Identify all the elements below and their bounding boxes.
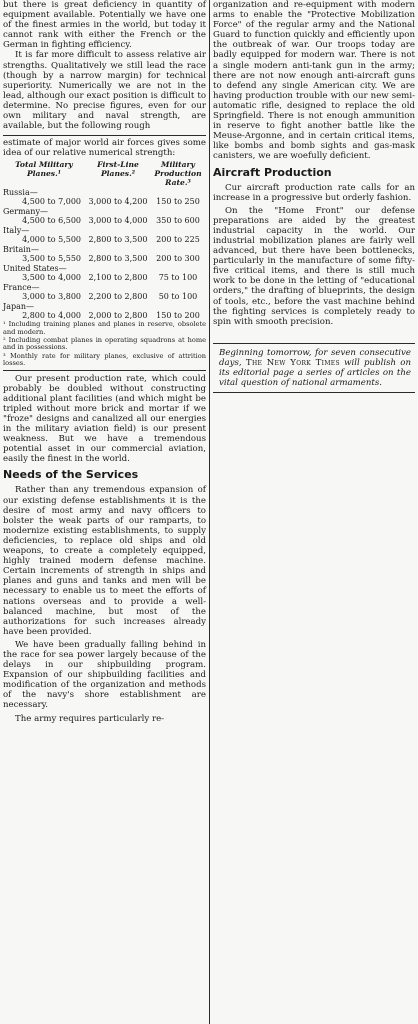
table-cell-rate: 350 to 600 xyxy=(156,216,200,226)
table-footnote-3: ³ Monthly rate for military planes, exclusive of attrition losses. xyxy=(3,351,206,368)
table-country: Britain— xyxy=(3,245,39,255)
table-header-rate: Military Production Rate.³ xyxy=(154,160,202,187)
left-paragraph-4: Rather than any tremendous expansion of our existing defense establishments it is the desire of most army and navy officers to bolster the weak parts of our ramparts, to modernize existing establishments, to supply deficiencies, to replace old ships and old weapons, to create a completely equipped, highly trained modern defense machine. Certain increments of strength in ships and planes and guns and tanks and men will be necessary to enable us to meet the efforts of nations overseas and to provide a well-balanced machine, but most of the authorizations for such increases already have been provided. xyxy=(3,485,206,637)
left-paragraph-5: We have been gradually falling behind in the race for sea power largely because of the delays in our shipbuilding program. Expansion of our shipbuilding facilities and modification of the organization and methods of the navy's shore establishment are necessary. xyxy=(3,639,206,711)
table-cell-first-line: 2,000 to 2,800 xyxy=(88,311,148,321)
table-cell-first-line: 2,100 to 2,800 xyxy=(88,273,148,283)
heading-needs-of-services: Needs of the Services xyxy=(3,468,139,482)
notice-text-after: will publish on its editorial page a series of articles on the vital question of national armaments. xyxy=(219,357,411,389)
right-paragraph-1: organization and re-equipment with modern arms to enable the "Protective Mobilization Force" of the regular army and the National Guard to function quickly and efficiently upon the outbreak of war. Our troops today are badly equipped for modern war. There is not a single modern anti-tank gun in the army; there are not now enough anti-aircraft guns to defend any single American city. We are having production trouble with our new semi-automatic rifle, designed to replace the old Springfield. There is not enough ammunition in reserve to fight another battle like the Meuse-Argonne, and in certain critical items, like bombs and bomb sights and gas-mask canisters, we are woefully deficient. xyxy=(213,0,415,162)
table-country: Russia— xyxy=(3,188,38,198)
table-cell-rate: 50 to 100 xyxy=(158,292,198,302)
series-notice xyxy=(213,343,415,393)
table-header-row xyxy=(3,161,206,187)
table-country: Japan— xyxy=(3,302,35,312)
table-country: United States— xyxy=(3,264,67,274)
left-paragraph-3: Our present production rate, which could probably be doubled without constructing additional plant facilities (and which might be tripled without more brick and mortar if we "froze" designs and canalized all our energies in the military aviation field) is our present weakness. But we have a tremendous potential asset in our commercial aviation, easily the finest in the world. xyxy=(3,373,206,465)
table-country: France— xyxy=(3,283,40,293)
table-cell-total: 4,500 to 6,500 xyxy=(22,216,81,226)
table-row xyxy=(3,226,206,244)
left-paragraph-2: It is far more difficult to assess relative air strengths. Qualitatively we still lead the race (though by a narrow margin) for technical superiority. Numerically we are not in the lead, although our exact position is difficult to determine. No precise figures, even for our own military and naval strength, are available, but the following rough xyxy=(3,50,206,132)
table-footnote-2: ² Including combat planes in operating squadrons at home and in possessions. xyxy=(3,336,206,352)
table-title: estimate of major world air forces gives some idea of our relative numerical strength: xyxy=(3,138,206,159)
table-cell-rate: 150 to 200 xyxy=(156,311,200,321)
notice-text-before: Beginning tomorrow, for seven consecutive days, xyxy=(219,347,411,368)
table-cell-total: 2,800 to 4,000 xyxy=(22,311,81,321)
column-divider xyxy=(209,0,210,1024)
left-paragraph-1: but there is great deficiency in quantity of equipment available. Potentially we have one of the finest armies in the world, but today it cannot rank with either the French or the German in fighting efficiency. xyxy=(3,0,206,51)
table-cell-total: 3,500 to 5,550 xyxy=(22,254,81,264)
left-paragraph-6: The army requires particularly re- xyxy=(15,713,165,724)
newspaper-name: The New York Times xyxy=(245,357,340,368)
table-header-first-line: First-Line Planes.² xyxy=(97,160,139,178)
air-forces-table xyxy=(3,135,206,370)
table-row xyxy=(3,188,206,206)
right-paragraph-2: Cur aircraft production rate calls for an increase in a progressive but orderly fashion. xyxy=(213,182,415,203)
table-cell-rate: 75 to 100 xyxy=(158,273,198,283)
table-cell-first-line: 2,200 to 2,800 xyxy=(88,292,148,302)
table-cell-rate: 200 to 300 xyxy=(156,254,200,264)
table-footnote-1: ¹ Including training planes and planes in reserve, obsolete and modern. xyxy=(3,320,206,336)
table-country: Germany— xyxy=(3,207,48,217)
right-column xyxy=(213,0,415,393)
right-paragraph-3: On the "Home Front" our defense preparations are aided by the greatest industrial capacity in the world. Our industrial mobilization planes are fairly well advanced, but there have been bottlenecks, particularly in the manufacture of some fifty-five critical items, and there is still much work to be done in the letting of "educational orders," the drafting of blueprints, the design of tools, etc., before the vast machine behind the fighting services is completely ready to spin with smooth precision. xyxy=(213,205,415,327)
table-country: Italy— xyxy=(3,226,30,236)
table-row xyxy=(3,245,206,263)
table-cell-first-line: 2,800 to 3,500 xyxy=(88,235,148,245)
table-cell-rate: 200 to 225 xyxy=(156,235,200,245)
table-row xyxy=(3,207,206,225)
table-cell-first-line: 3,000 to 4,200 xyxy=(88,197,148,207)
heading-aircraft-production: Aircraft Production xyxy=(213,165,332,179)
table-cell-total: 4,000 to 5,500 xyxy=(22,235,81,245)
table-cell-first-line: 3,000 to 4,000 xyxy=(88,216,148,226)
table-cell-first-line: 2,800 to 3,500 xyxy=(88,254,148,264)
table-header-total: Total Military Planes.¹ xyxy=(15,160,73,178)
left-column xyxy=(3,0,206,724)
table-row xyxy=(3,302,206,320)
table-row xyxy=(3,264,206,282)
table-row xyxy=(3,283,206,301)
table-cell-total: 3,000 to 3,800 xyxy=(22,292,81,302)
table-cell-total: 4,500 to 7,000 xyxy=(22,197,81,207)
table-cell-rate: 150 to 250 xyxy=(156,197,200,207)
table-cell-total: 3,500 to 4,000 xyxy=(22,273,81,283)
